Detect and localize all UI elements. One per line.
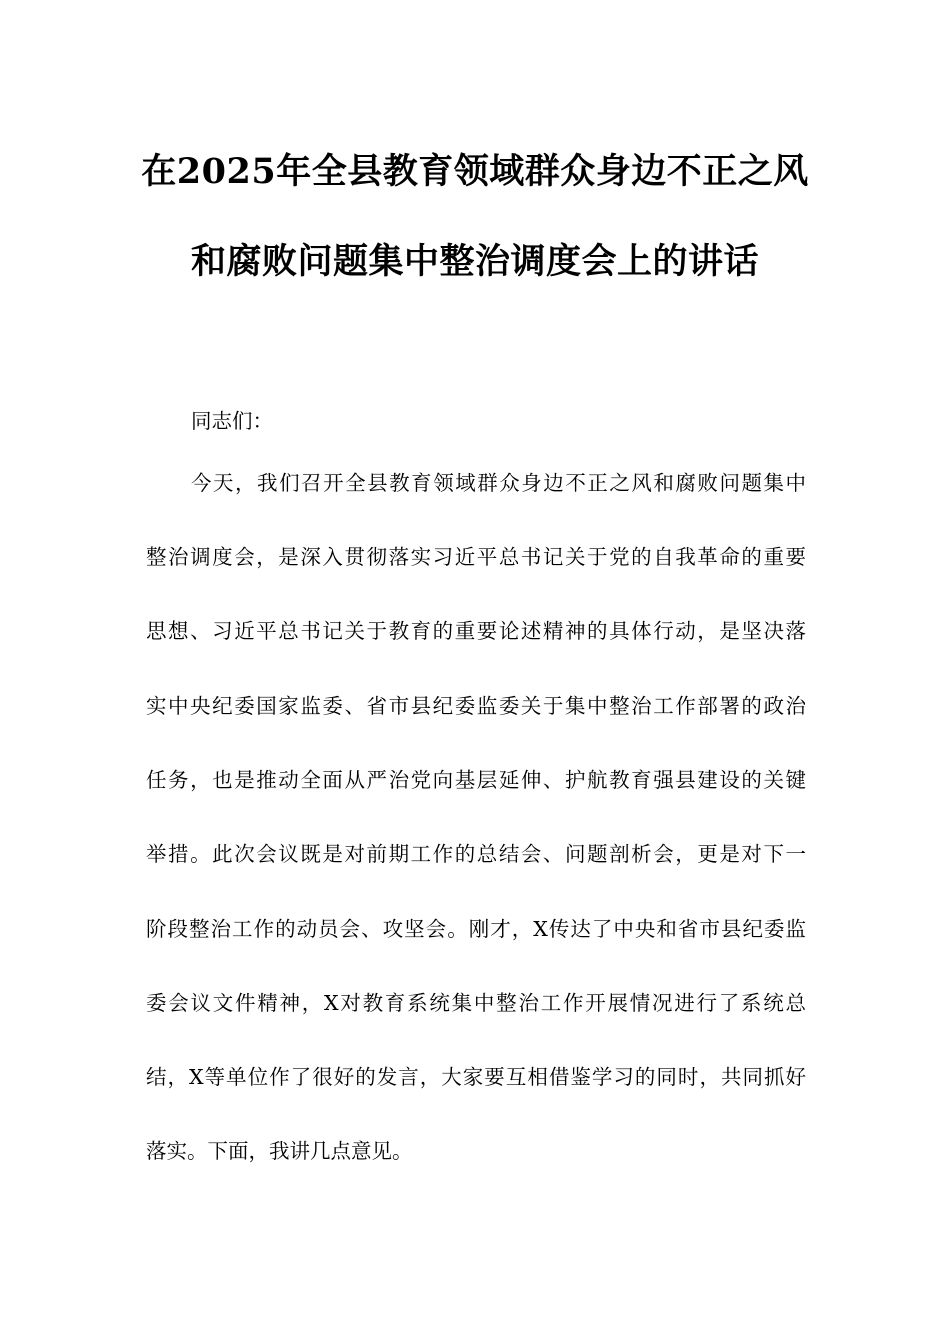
document-title-line-1: 在2025年全县教育领域群众身边不正之风 bbox=[141, 151, 809, 192]
paragraph-line: 整治调度会，是深入贯彻落实习近平总书记关于党的自我革命的重要 bbox=[146, 545, 806, 569]
paragraph-line: 今天，我们召开全县教育领域群众身边不正之风和腐败问题集中 bbox=[191, 471, 806, 495]
document-title-line-2: 和腐败问题集中整治调度会上的讲话 bbox=[190, 241, 759, 282]
paragraph-line: 任务，也是推动全面从严治党向基层延伸、护航教育强县建设的关键 bbox=[146, 768, 806, 792]
paragraph-line: 实中央纪委国家监委、省市县纪委监委关于集中整治工作部署的政治 bbox=[146, 694, 806, 718]
paragraph-line: 举措。此次会议既是对前期工作的总结会、问题剖析会，更是对下一 bbox=[146, 842, 806, 866]
paragraph-line: 委会议文件精神，X对教育系统集中整治工作开展情况进行了系统总 bbox=[146, 991, 806, 1015]
paragraph-line: 阶段整治工作的动员会、攻坚会。刚才，X传达了中央和省市县纪委监 bbox=[146, 917, 806, 941]
paragraph-line: 结，X等单位作了很好的发言，大家要互相借鉴学习的同时，共同抓好 bbox=[146, 1065, 806, 1089]
salutation: 同志们： bbox=[191, 409, 273, 433]
paragraph-line: 落实。下面，我讲几点意见。 bbox=[146, 1139, 413, 1163]
paragraph-line: 思想、习近平总书记关于教育的重要论述精神的具体行动，是坚决落 bbox=[146, 619, 806, 643]
